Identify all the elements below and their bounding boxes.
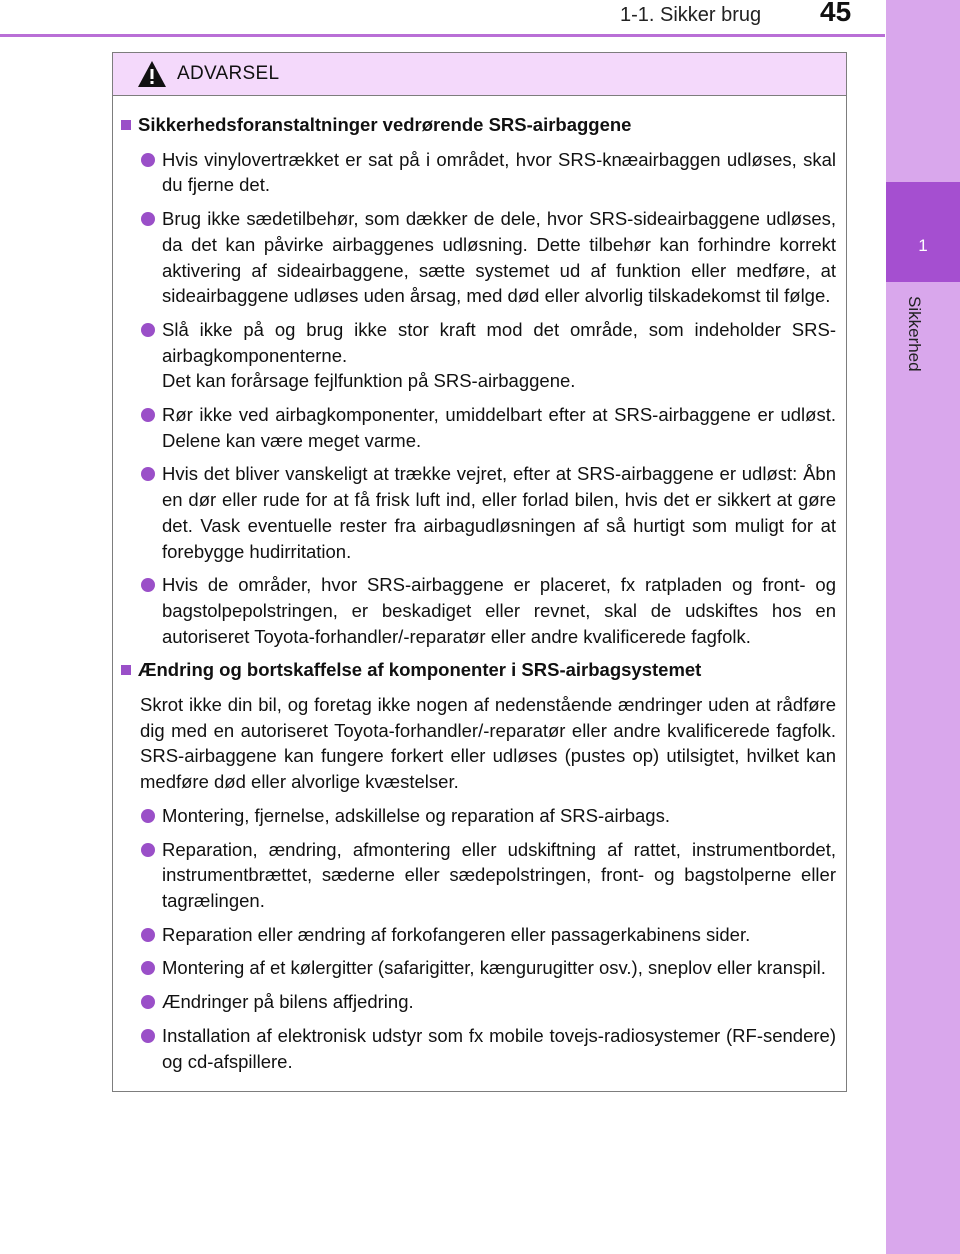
list-item-text: Reparation eller ændring af forkofangeren eller passagerkabinens sider.	[162, 923, 751, 945]
list-item	[121, 1023, 836, 1074]
section-title: 1-1. Sikker brug	[620, 4, 762, 26]
warning-section	[121, 657, 836, 1074]
section-heading	[121, 657, 836, 683]
warning-triangle-icon	[137, 60, 167, 88]
chapter-number: 1	[918, 236, 928, 255]
round-bullet-icon	[141, 578, 155, 592]
list-item	[121, 461, 836, 564]
list-item-text: Hvis de områder, hvor SRS-airbaggene er placeret, fx ratpladen og front- og bagstolpepolstringen, er beskadiget eller revnet, skal de udskiftes hos en autoriseret Toyota-forhandler/-reparatør eller andre kvalificerede fagfolk.	[162, 574, 836, 647]
round-bullet-icon	[141, 961, 155, 975]
warning-title: ADVARSEL	[177, 63, 280, 84]
list-item-text: Hvis det bliver vanskeligt at trække vejret, efter at SRS-airbaggene er udløst: Åbn en dør eller rude for at få frisk luft ind, eller forlad bilen, hvis det er sikkert at gøre det. Vask eventuelle rester fra airbagudløsningen af så hurtigt som muligt for at forebygge hudirritation.	[162, 463, 836, 562]
list-item-text: Brug ikke sædetilbehør, som dækker de dele, hvor SRS-sideairbaggene udløses, da det kan påvirke airbaggenes udløsning. Dette tilbehør kan forhindre korrekt aktivering af sideairbaggene, sætte systemet ud af funktion eller medføre, at sideairbaggene udløses uden årsag, med død eller alvorlig tilskadekomst til følge.	[162, 208, 836, 307]
section-heading	[121, 112, 836, 138]
square-bullet-icon	[121, 665, 131, 675]
section-heading-text: Ændring og bortskaffelse af komponenter i SRS-airbagsystemet	[138, 659, 702, 681]
list-item	[121, 989, 836, 1015]
page-number: 45	[820, 0, 852, 27]
list-item	[121, 572, 836, 649]
round-bullet-icon	[141, 408, 155, 422]
round-bullet-icon	[141, 153, 155, 167]
list-item-text: Installation af elektronisk udstyr som fx mobile tovejs-radiosystemer (RF-sendere) og cd-afspillere.	[162, 1024, 836, 1072]
list-item	[121, 147, 836, 198]
round-bullet-icon	[141, 843, 155, 857]
list-item	[121, 206, 836, 309]
list-item-text: Montering, fjernelse, adskillelse og reparation af SRS-airbags.	[162, 804, 670, 826]
list-item-text: Reparation, ændring, afmontering eller udskiftning af rattet, instrumentbordet, instrumentbrættet, sæderne eller sædepolstringen, front- og bagstolperne eller tagrælingen.	[162, 838, 836, 911]
round-bullet-icon	[141, 212, 155, 226]
round-bullet-icon	[141, 1029, 155, 1043]
warning-section	[121, 112, 836, 649]
list-item	[121, 955, 836, 981]
section-heading-text: Sikkerhedsforanstaltninger vedrørende SRS-airbaggene	[138, 114, 632, 135]
warning-box	[112, 52, 847, 1092]
list-item	[121, 402, 836, 453]
chapter-label: Sikkerhed	[905, 296, 924, 372]
section-intro: Skrot ikke din bil, og foretag ikke nogen af nedenstående ændringer uden at rådføre dig med en autoriseret Toyota-forhandler/-reparatør eller andre kvalificerede fagfolk. SRS-airbaggene kan fungere forkert eller udløses (pustes op) utilsigtet, hvilket kan medføre død eller alvorlige kvæstelser.	[140, 694, 836, 793]
warning-header	[113, 53, 846, 96]
round-bullet-icon	[141, 995, 155, 1009]
round-bullet-icon	[141, 323, 155, 337]
round-bullet-icon	[141, 467, 155, 481]
list-item	[121, 837, 836, 914]
list-item	[121, 803, 836, 829]
list-item-text: Slå ikke på og brug ikke stor kraft mod det område, som indeholder SRS-airbagkomponenterne. Det kan forårsage fejlfunktion på SRS-airbaggene.	[162, 318, 836, 392]
list-item-text: Ændringer på bilens affjedring.	[162, 991, 414, 1013]
header-rule	[0, 34, 885, 37]
round-bullet-icon	[141, 928, 155, 942]
list-item	[121, 922, 836, 948]
square-bullet-icon	[121, 120, 131, 130]
list-item-text: Montering af et kølergitter (safarigitter, kængurugitter osv.), sneplov eller kranspil.	[162, 957, 826, 979]
chapter-tab[interactable]	[886, 182, 960, 282]
list-item	[121, 317, 836, 394]
warning-body	[113, 96, 846, 1074]
list-item-text: Hvis vinylovertrækket er sat på i området, hvor SRS-knæairbaggen udløses, skal du fjerne det.	[162, 148, 836, 196]
round-bullet-icon	[141, 809, 155, 823]
list-item-text: Rør ikke ved airbagkomponenter, umiddelbart efter at SRS-airbaggene er udløst. Delene kan være meget varme.	[162, 404, 836, 451]
